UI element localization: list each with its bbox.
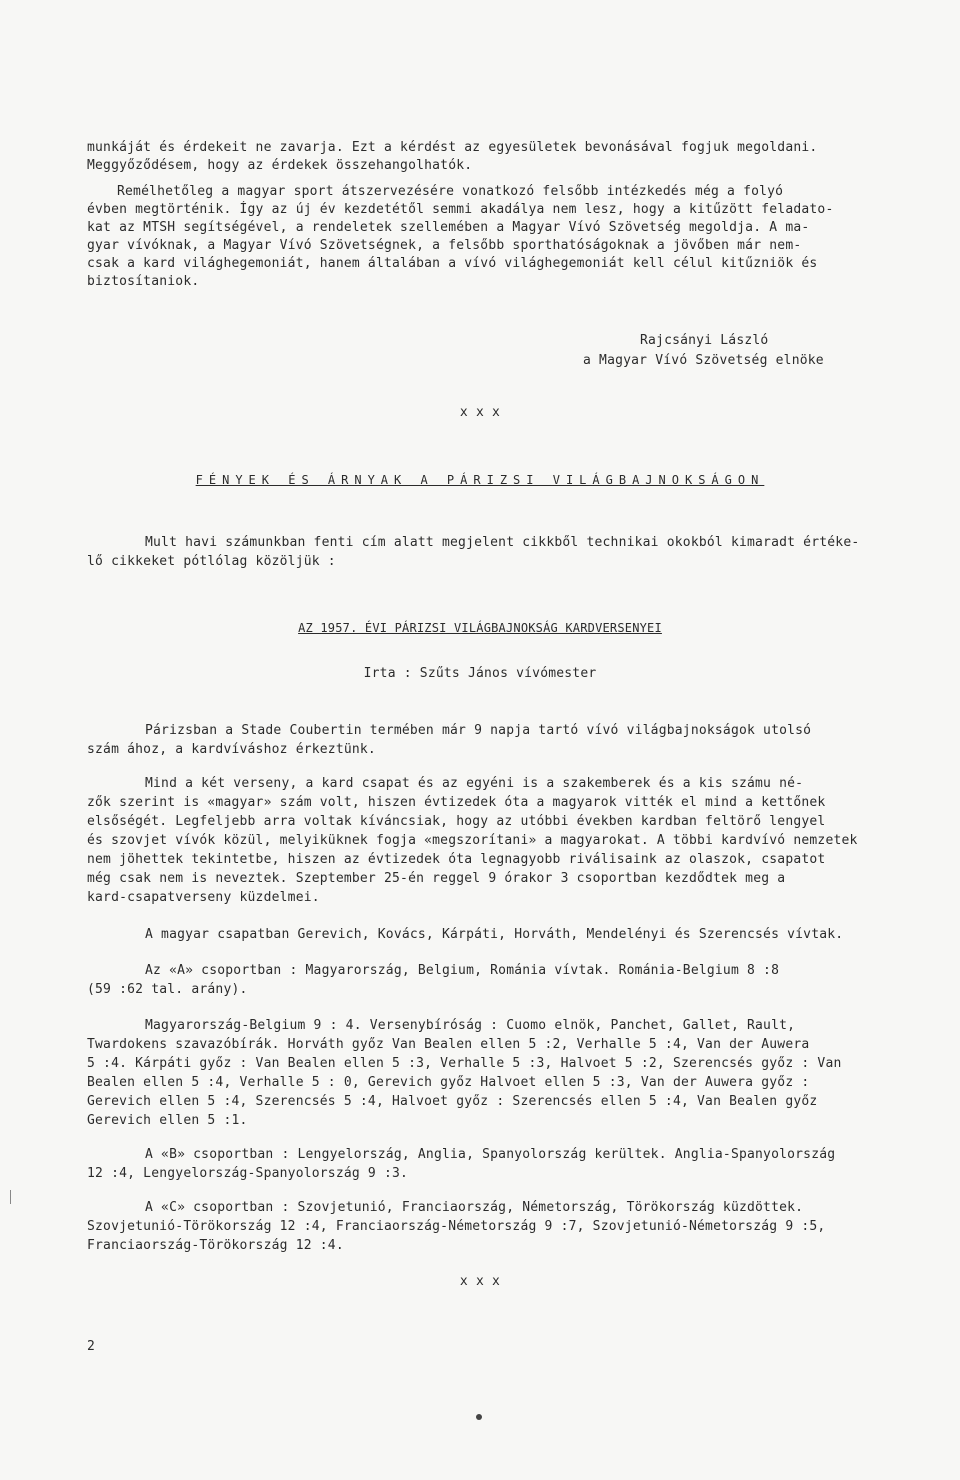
section-separator: x x x [459,1274,501,1289]
paragraph-line: gyar vívóknak, a Magyar Vívó Szövetségnek, a felsőbb sporthatóságoknak a jövőben már nem- [87,238,802,253]
paragraph-line: zők szerint is «magyar» szám volt, hiszen évtizedek óta a magyarok vitték el mind a kettőnek [87,795,826,810]
signature-title: a Magyar Vívó Szövetség elnöke [583,353,824,368]
paragraph-line: és szovjet vívók közül, melyiküknek fogja «megszorítani» a magyarokat. A többi kardvívó nemzetek [87,833,858,848]
paragraph-line: lő cikkeket pótlólag közöljük : [87,554,336,569]
paragraph-line: (59 :62 tal. arány). [87,982,248,997]
paragraph-line: Remélhetőleg a magyar sport átszervezésére vonatkozó felsőbb intézkedés még a folyó [117,184,784,199]
paragraph-line: elsőségét. Legfeljebb arra voltak kíváncsiak, hogy az utóbbi években kardban feltörő lengyel [87,814,826,829]
paragraph-line: Meggyőződésem, hogy az érdekek összehangolhatók. [87,158,473,173]
paragraph-line: évben megtörténik. Így az új év kezdetétől semmi akadálya nem lesz, hogy a kitűzött feladato- [87,202,834,217]
paragraph-line: Franciaország-Törökország 12 :4. [87,1238,344,1253]
paragraph-line: 5 :4. Kárpáti győz : Van Bealen ellen 5 :3, Verhalle 5 :3, Halvoet 5 :2, Szerencsés győz : Van [87,1056,842,1071]
paragraph-line: Bealen ellen 5 :4, Verhalle 5 : 0, Gerevich győz Halvoet ellen 5 :3, Van der Auwera győz : [87,1075,810,1090]
signature-name: Rajcsányi László [640,333,769,348]
paragraph-line: szám ához, a kardvíváshoz érkeztünk. [87,742,376,757]
section-heading: FÉNYEK ÉS ÁRNYAK A PÁRIZSI VILÁGBAJNOKSÁGON [195,473,765,487]
paragraph-line: nem jöhettek tekintetbe, hiszen az évtizedek óta legnagyobb riválisaink az olaszok, csapatot [87,852,826,867]
paragraph-line: Twardokens szavazóbírák. Horváth győz Van Bealen ellen 5 :2, Verhalle 5 :4, Van der Auwera [87,1037,810,1052]
paragraph-line: A «B» csoportban : Lengyelország, Anglia, Spanyolország kerültek. Anglia-Spanyolország [145,1147,836,1162]
margin-mark [10,1190,14,1204]
paragraph-line: csak a kard világhegemoniát, hanem általában a vívó világhegemoniát kell célul kitűzniök és [87,256,818,271]
page-number: 2 [87,1339,96,1354]
section-separator: x x x [459,405,501,420]
paragraph-line: Mult havi számunkban fenti cím alatt megjelent cikkből technikai okokból kimaradt értéke- [145,535,860,550]
paragraph-line: kat az MTSH segítségével, a rendeletek szellemében a Magyar Vívó Szövetség megoldja. A ma- [87,220,810,235]
paragraph-line: A magyar csapatban Gerevich, Kovács, Kárpáti, Horváth, Mendelényi és Szerencsés vívtak. [145,927,844,942]
paragraph-line: még csak nem is neveztek. Szeptember 25-én reggel 9 órakor 3 csoportban kezdődtek meg a [87,871,786,886]
punch-dot [476,1414,482,1420]
article-byline: Irta : Szűts János vívómester [363,666,597,681]
paragraph-line: Szovjetunió-Törökország 12 :4, Franciaország-Németország 9 :7, Szovjetunió-Németország 9 :5, [87,1219,826,1234]
paragraph-line: Gerevich ellen 5 :1. [87,1113,248,1128]
article-title: AZ 1957. ÉVI PÁRIZSI VILÁGBAJNOKSÁG KARDVERSENYEI [298,621,662,635]
paragraph-line: Az «A» csoportban : Magyarország, Belgium, Románia vívtak. Románia-Belgium 8 :8 [145,963,780,978]
paragraph-line: Párizsban a Stade Coubertin termében már 9 napja tartó vívó világbajnokságok utolsó [145,723,812,738]
paragraph-line: Mind a két verseny, a kard csapat és az egyéni is a szakemberek és a kis számu né- [145,776,804,791]
paragraph-line: 12 :4, Lengyelország-Spanyolország 9 :3. [87,1166,409,1181]
paragraph-line: Magyarország-Belgium 9 : 4. Versenybíróság : Cuomo elnök, Panchet, Gallet, Rault, [145,1018,796,1033]
paragraph-line: munkáját és érdekeit ne zavarja. Ezt a kérdést az egyesületek bevonásával fogjuk megoldani. [87,140,818,155]
paragraph-line: kard-csapatverseny küzdelmei. [87,890,320,905]
paragraph-line: Gerevich ellen 5 :4, Szerencsés 5 :4, Halvoet győz : Szerencsés ellen 5 :4, Van Bealen győz [87,1094,818,1109]
paragraph-line: biztosítaniok. [87,274,200,289]
paragraph-line: A «C» csoportban : Szovjetunió, Franciaország, Németország, Törökország küzdöttek. [145,1200,804,1215]
